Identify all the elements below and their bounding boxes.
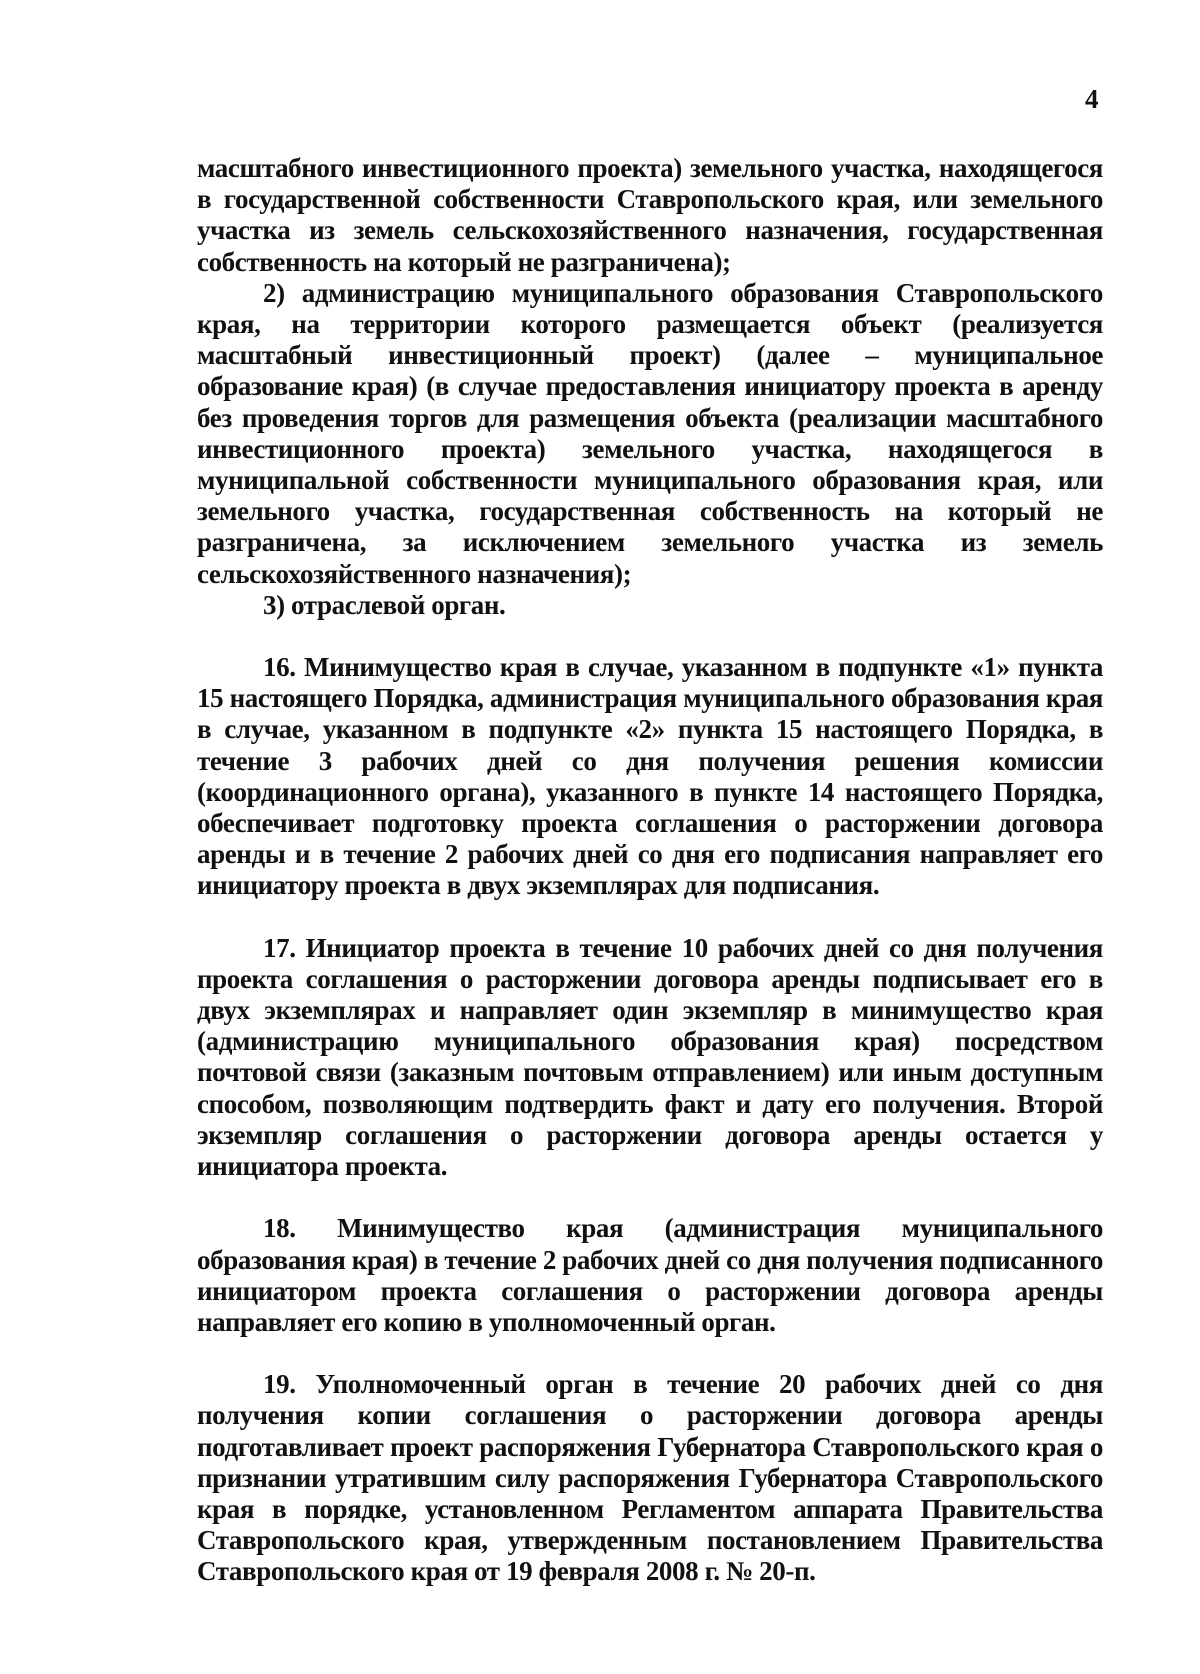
paragraph-continuation: масштабного инвестиционного проекта) земельного участка, находящегося в государственной собственности Ставропольского края, или земельного участка из земель сельскохозяйственного назначения, государственная собственность на который не разграничена); bbox=[197, 153, 1103, 277]
document-body bbox=[197, 153, 1103, 1588]
page-number: 4 bbox=[1085, 84, 1099, 114]
paragraph-item-2: 2) администрацию муниципального образования Ставропольского края, на территории которого размещается объект (реализуется масштабный инвестиционный проект) (далее – муниципальное образование края) (в случае предоставления инициатору проекта в аренду без проведения торгов для размещения объекта (реализации масштабного инвестиционного проекта) земельного участка, находящегося в муниципальной собственности муниципального образования края, или земельного участка, государственная собственность на который не разграничена, за исключением земельного участка из земель сельскохозяйственного назначения); bbox=[197, 277, 1103, 589]
paragraph-item-3: 3) отраслевой орган. bbox=[263, 589, 506, 620]
paragraph-18: 18. Минимущество края (администрация муниципального образования края) в течение 2 рабочих дней со дня получения подписанного инициатором проекта соглашения о расторжении договора аренды направляет его копию в уполномоченный орган. bbox=[197, 1213, 1103, 1337]
paragraph-16: 16. Минимущество края в случае, указанном в подпункте «1» пункта 15 настоящего Порядка, администрация муниципального образования края в случае, указанном в подпункте «2» пункта 15 настоящего Порядка, в течение 3 рабочих дней со дня получения решения комиссии (координационного органа), указанного в пункте 14 настоящего Порядка, обеспечивает подготовку проекта соглашения о расторжении договора аренды и в течение 2 рабочих дней со дня его подписания направляет его инициатору проекта в двух экземплярах для подписания. bbox=[197, 652, 1103, 901]
paragraph-17: 17. Инициатор проекта в течение 10 рабочих дней со дня получения проекта соглашения о расторжении договора аренды подписывает его в двух экземплярах и направляет один экземпляр в минимущество края (администрацию муниципального образования края) посредством почтовой связи (заказным почтовым отправлением) или иным доступным способом, позволяющим подтвердить факт и дату его получения. Второй экземпляр соглашения о расторжении договора аренды остается у инициатора проекта. bbox=[197, 932, 1103, 1182]
paragraph-19: 19. Уполномоченный орган в течение 20 рабочих дней со дня получения копии соглашения о расторжении договора аренды подготавливает проект распоряжения Губернатора Ставропольского края о признании утратившим силу распоряжения Губернатора Ставропольского края в порядке, установленном Регламентом аппарата Правительства Ставропольского края, утвержденным постановлением Правительства Ставропольского края от 19 февраля 2008 г. № 20-п. bbox=[197, 1369, 1103, 1587]
